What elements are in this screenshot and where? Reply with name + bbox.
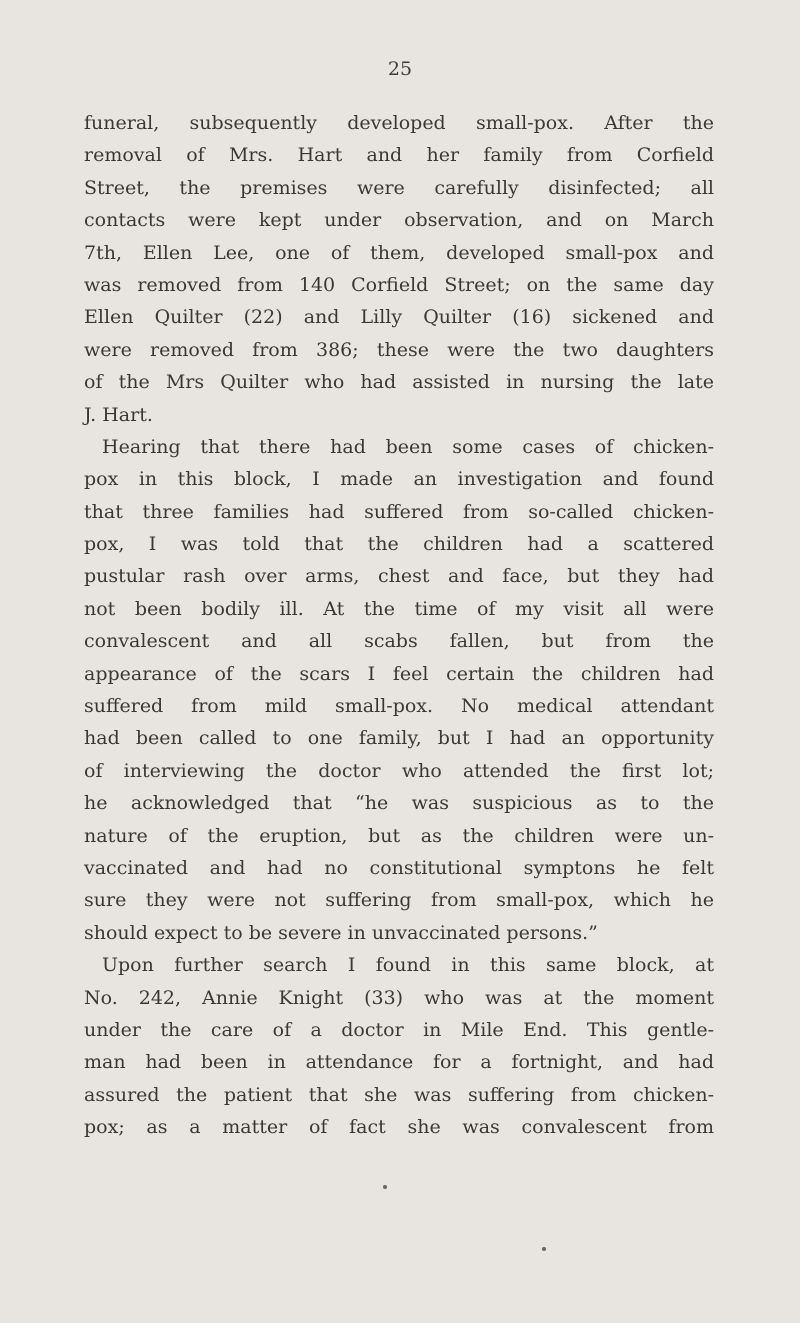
text-line: funeral, subsequently developed small-pox. After the xyxy=(84,112,714,134)
paragraph-1 xyxy=(84,107,714,431)
paragraph-2 xyxy=(84,431,714,949)
text-line: of the Mrs Quilter who had assisted in nursing the late xyxy=(84,371,714,394)
text-line: J. Hart. xyxy=(84,403,153,426)
text-line: vaccinated and had no constitutional symptons he felt xyxy=(84,856,714,879)
text-line: removal of Mrs. Hart and her family from Corfield xyxy=(84,144,714,167)
text-line: Ellen Quilter (22) and Lilly Quilter (16) sickened and xyxy=(84,306,714,329)
text-line: sure they were not suffering from small-pox, which he xyxy=(84,889,714,912)
body-text xyxy=(84,107,714,1144)
text-line: was removed from 140 Corfield Street; on the same day xyxy=(84,273,714,296)
page-number: 25 xyxy=(387,58,413,80)
text-line: suffered from mild small-pox. No medical attendant xyxy=(84,695,714,718)
text-line: appearance of the scars I feel certain the children had xyxy=(84,662,714,685)
text-line: contacts were kept under observation, and on March xyxy=(84,209,714,232)
text-line: of interviewing the doctor who attended the first lot; xyxy=(84,759,714,782)
text-line: nature of the eruption, but as the children were un- xyxy=(84,824,714,847)
text-line: under the care of a doctor in Mile End. This gentle- xyxy=(84,1018,714,1041)
text-line: Upon further search I found in this same block, at xyxy=(102,954,714,977)
text-line: had been called to one family, but I had an opportunity xyxy=(84,727,714,750)
text-line: pox in this block, I made an investigation and found xyxy=(84,468,714,491)
text-line: should expect to be severe in unvaccinated persons.” xyxy=(84,921,598,944)
text-line: man had been in attendance for a fortnight, and had xyxy=(84,1051,714,1074)
paper-speck xyxy=(542,1247,546,1251)
text-line: convalescent and all scabs fallen, but from the xyxy=(84,630,714,653)
text-line: that three families had suffered from so-called chicken- xyxy=(84,500,714,523)
text-line: not been bodily ill. At the time of my visit all were xyxy=(84,597,714,620)
paper-speck xyxy=(383,1185,387,1189)
text-line: Hearing that there had been some cases of chicken- xyxy=(102,435,714,458)
text-line: he acknowledged that “he was suspicious as to the xyxy=(84,792,714,815)
text-line: were removed from 386; these were the two daughters xyxy=(84,338,714,361)
text-line: assured the patient that she was suffering from chicken- xyxy=(84,1083,714,1106)
paragraph-3 xyxy=(84,949,714,1143)
text-line: pox; as a matter of fact she was convalescent from xyxy=(84,1116,714,1139)
text-line: Street, the premises were carefully disinfected; all xyxy=(84,176,714,199)
text-line: 7th, Ellen Lee, one of them, developed small-pox and xyxy=(84,241,714,264)
text-line: No. 242, Annie Knight (33) who was at the moment xyxy=(84,986,714,1009)
text-line: pox, I was told that the children had a scattered xyxy=(84,533,714,556)
text-line: pustular rash over arms, chest and face, but they had xyxy=(84,565,714,588)
